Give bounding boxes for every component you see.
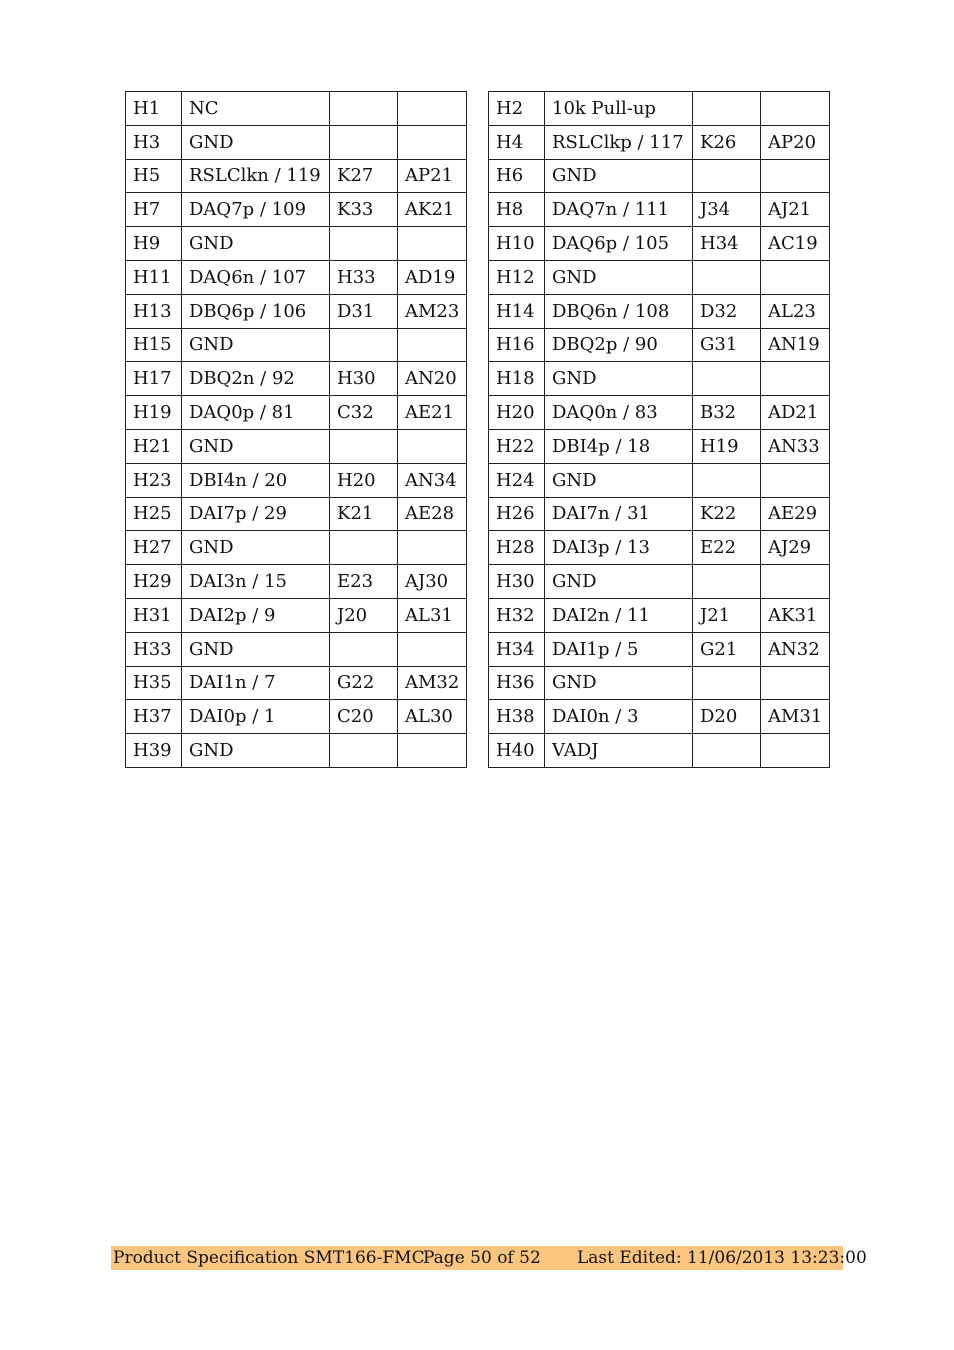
table-row (126, 632, 467, 666)
table-row (126, 362, 467, 396)
signal-name-cell: GND (545, 463, 693, 497)
ball-b-cell (398, 227, 467, 261)
ball-a-cell: J21 (693, 598, 761, 632)
signal-name-cell: DBI4p / 18 (545, 429, 693, 463)
table-row (489, 159, 830, 193)
pinout-table-even (488, 91, 830, 768)
pin-id-cell: H34 (489, 632, 545, 666)
table-row (489, 92, 830, 126)
pin-id-cell: H15 (126, 328, 182, 362)
ball-a-cell (693, 463, 761, 497)
pin-id-cell: H26 (489, 497, 545, 531)
table-row (489, 294, 830, 328)
pin-id-cell: H21 (126, 429, 182, 463)
ball-a-cell: K21 (330, 497, 398, 531)
pinout-table-even-body (489, 92, 830, 768)
table-row (489, 463, 830, 497)
ball-a-cell: K22 (693, 497, 761, 531)
ball-a-cell: J34 (693, 193, 761, 227)
ball-a-cell (693, 362, 761, 396)
ball-b-cell (398, 734, 467, 768)
signal-name-cell: DAI2p / 9 (182, 598, 330, 632)
ball-b-cell: AC19 (761, 227, 830, 261)
ball-b-cell: AM23 (398, 294, 467, 328)
ball-b-cell (398, 125, 467, 159)
pin-id-cell: H29 (126, 565, 182, 599)
signal-name-cell: GND (182, 632, 330, 666)
pin-id-cell: H13 (126, 294, 182, 328)
pin-id-cell: H25 (126, 497, 182, 531)
ball-b-cell (398, 632, 467, 666)
table-row (489, 193, 830, 227)
table-row (489, 125, 830, 159)
table-row (126, 666, 467, 700)
signal-name-cell: DAI1n / 7 (182, 666, 330, 700)
table-row (126, 565, 467, 599)
ball-a-cell: E23 (330, 565, 398, 599)
ball-b-cell (761, 565, 830, 599)
ball-b-cell: AE28 (398, 497, 467, 531)
table-row (126, 92, 467, 126)
table-row (126, 429, 467, 463)
signal-name-cell: GND (545, 666, 693, 700)
ball-b-cell: AM31 (761, 700, 830, 734)
table-row (126, 396, 467, 430)
pin-id-cell: H37 (126, 700, 182, 734)
ball-a-cell: B32 (693, 396, 761, 430)
ball-a-cell: D20 (693, 700, 761, 734)
signal-name-cell: NC (182, 92, 330, 126)
pin-id-cell: H9 (126, 227, 182, 261)
ball-a-cell: H33 (330, 260, 398, 294)
table-row (489, 362, 830, 396)
signal-name-cell: GND (182, 734, 330, 768)
footer-last-edited: Last Edited: 11/06/2013 13:23:00 (577, 1248, 867, 1268)
table-row (126, 700, 467, 734)
signal-name-cell: DAQ7p / 109 (182, 193, 330, 227)
table-row (126, 125, 467, 159)
pin-id-cell: H8 (489, 193, 545, 227)
ball-a-cell (330, 227, 398, 261)
footer-product-spec: Product Specification SMT166-FMC (113, 1248, 425, 1268)
ball-a-cell: H20 (330, 463, 398, 497)
signal-name-cell: DAQ0p / 81 (182, 396, 330, 430)
ball-b-cell: AL30 (398, 700, 467, 734)
pin-id-cell: H23 (126, 463, 182, 497)
pin-id-cell: H20 (489, 396, 545, 430)
ball-a-cell (330, 734, 398, 768)
signal-name-cell: GND (545, 362, 693, 396)
ball-b-cell (761, 159, 830, 193)
ball-b-cell: AM32 (398, 666, 467, 700)
ball-b-cell (398, 92, 467, 126)
table-row (489, 565, 830, 599)
ball-b-cell (761, 92, 830, 126)
pin-id-cell: H16 (489, 328, 545, 362)
ball-b-cell: AP20 (761, 125, 830, 159)
signal-name-cell: GND (182, 328, 330, 362)
signal-name-cell: DBQ6p / 106 (182, 294, 330, 328)
ball-b-cell: AN20 (398, 362, 467, 396)
ball-a-cell: H34 (693, 227, 761, 261)
pin-id-cell: H10 (489, 227, 545, 261)
footer-page-number: Page 50 of 52 (423, 1248, 541, 1268)
ball-a-cell: G22 (330, 666, 398, 700)
pin-id-cell: H39 (126, 734, 182, 768)
table-row (126, 531, 467, 565)
signal-name-cell: GND (182, 531, 330, 565)
ball-b-cell: AE21 (398, 396, 467, 430)
ball-a-cell (330, 125, 398, 159)
ball-a-cell: K27 (330, 159, 398, 193)
ball-b-cell: AN34 (398, 463, 467, 497)
ball-b-cell: AL31 (398, 598, 467, 632)
signal-name-cell: DAI1p / 5 (545, 632, 693, 666)
ball-b-cell (761, 260, 830, 294)
table-row (489, 734, 830, 768)
ball-a-cell (330, 92, 398, 126)
table-row (126, 328, 467, 362)
pin-id-cell: H3 (126, 125, 182, 159)
ball-a-cell (693, 666, 761, 700)
ball-a-cell (330, 531, 398, 565)
signal-name-cell: DAI0p / 1 (182, 700, 330, 734)
signal-name-cell: DAI7p / 29 (182, 497, 330, 531)
table-row (126, 260, 467, 294)
table-row (489, 497, 830, 531)
table-row (126, 294, 467, 328)
pin-id-cell: H12 (489, 260, 545, 294)
signal-name-cell: DAQ7n / 111 (545, 193, 693, 227)
ball-a-cell (693, 260, 761, 294)
pin-id-cell: H7 (126, 193, 182, 227)
table-row (126, 463, 467, 497)
ball-b-cell: AK21 (398, 193, 467, 227)
pin-id-cell: H4 (489, 125, 545, 159)
table-row (489, 666, 830, 700)
signal-name-cell: RSLClkn / 119 (182, 159, 330, 193)
ball-b-cell (398, 531, 467, 565)
signal-name-cell: DAI3p / 13 (545, 531, 693, 565)
ball-a-cell (693, 734, 761, 768)
ball-b-cell (398, 328, 467, 362)
ball-b-cell (761, 463, 830, 497)
ball-b-cell: AJ21 (761, 193, 830, 227)
pinout-table-odd (125, 91, 467, 768)
pin-id-cell: H35 (126, 666, 182, 700)
ball-a-cell (330, 328, 398, 362)
signal-name-cell: GND (182, 125, 330, 159)
ball-a-cell (693, 565, 761, 599)
ball-a-cell: D31 (330, 294, 398, 328)
ball-b-cell: AD19 (398, 260, 467, 294)
ball-a-cell: H19 (693, 429, 761, 463)
pin-id-cell: H6 (489, 159, 545, 193)
pin-id-cell: H5 (126, 159, 182, 193)
signal-name-cell: RSLClkp / 117 (545, 125, 693, 159)
table-row (126, 497, 467, 531)
pin-id-cell: H30 (489, 565, 545, 599)
table-row (489, 429, 830, 463)
signal-name-cell: DAI0n / 3 (545, 700, 693, 734)
pin-id-cell: H33 (126, 632, 182, 666)
ball-a-cell: G31 (693, 328, 761, 362)
pin-id-cell: H32 (489, 598, 545, 632)
pin-id-cell: H38 (489, 700, 545, 734)
ball-b-cell: AN19 (761, 328, 830, 362)
ball-b-cell: AE29 (761, 497, 830, 531)
ball-a-cell (693, 159, 761, 193)
ball-a-cell: C32 (330, 396, 398, 430)
ball-a-cell (330, 429, 398, 463)
table-row (126, 193, 467, 227)
table-row (489, 328, 830, 362)
pin-id-cell: H14 (489, 294, 545, 328)
pin-id-cell: H31 (126, 598, 182, 632)
ball-b-cell (398, 429, 467, 463)
pin-id-cell: H36 (489, 666, 545, 700)
signal-name-cell: DBQ2p / 90 (545, 328, 693, 362)
ball-b-cell (761, 666, 830, 700)
signal-name-cell: DAQ6n / 107 (182, 260, 330, 294)
ball-b-cell: AK31 (761, 598, 830, 632)
signal-name-cell: GND (182, 429, 330, 463)
signal-name-cell: DAQ0n / 83 (545, 396, 693, 430)
table-row (126, 159, 467, 193)
ball-b-cell: AJ29 (761, 531, 830, 565)
signal-name-cell: VADJ (545, 734, 693, 768)
ball-a-cell: H30 (330, 362, 398, 396)
ball-a-cell (330, 632, 398, 666)
ball-b-cell: AJ30 (398, 565, 467, 599)
ball-a-cell: K33 (330, 193, 398, 227)
signal-name-cell: 10k Pull-up (545, 92, 693, 126)
ball-b-cell (761, 734, 830, 768)
ball-a-cell: D32 (693, 294, 761, 328)
pin-id-cell: H2 (489, 92, 545, 126)
table-row (489, 396, 830, 430)
signal-name-cell: GND (545, 159, 693, 193)
table-row (489, 700, 830, 734)
ball-b-cell (761, 362, 830, 396)
table-row (126, 227, 467, 261)
signal-name-cell: DAI7n / 31 (545, 497, 693, 531)
ball-a-cell: C20 (330, 700, 398, 734)
signal-name-cell: DAI2n / 11 (545, 598, 693, 632)
ball-b-cell: AD21 (761, 396, 830, 430)
table-row (489, 632, 830, 666)
ball-b-cell: AL23 (761, 294, 830, 328)
ball-b-cell: AN33 (761, 429, 830, 463)
table-row (489, 598, 830, 632)
table-row (489, 260, 830, 294)
pin-id-cell: H27 (126, 531, 182, 565)
table-row (126, 734, 467, 768)
pin-id-cell: H24 (489, 463, 545, 497)
pin-id-cell: H22 (489, 429, 545, 463)
table-row (126, 598, 467, 632)
signal-name-cell: GND (545, 260, 693, 294)
ball-a-cell (693, 92, 761, 126)
page-footer (111, 1246, 867, 1270)
ball-a-cell: G21 (693, 632, 761, 666)
signal-name-cell: DAQ6p / 105 (545, 227, 693, 261)
ball-b-cell: AP21 (398, 159, 467, 193)
signal-name-cell: DAI3n / 15 (182, 565, 330, 599)
ball-a-cell: J20 (330, 598, 398, 632)
ball-b-cell: AN32 (761, 632, 830, 666)
table-row (489, 531, 830, 565)
table-row (489, 227, 830, 261)
signal-name-cell: GND (182, 227, 330, 261)
signal-name-cell: GND (545, 565, 693, 599)
pin-id-cell: H1 (126, 92, 182, 126)
signal-name-cell: DBQ2n / 92 (182, 362, 330, 396)
pin-id-cell: H28 (489, 531, 545, 565)
signal-name-cell: DBQ6n / 108 (545, 294, 693, 328)
ball-a-cell: E22 (693, 531, 761, 565)
pin-id-cell: H11 (126, 260, 182, 294)
signal-name-cell: DBI4n / 20 (182, 463, 330, 497)
pin-id-cell: H18 (489, 362, 545, 396)
pinout-table-odd-body (126, 92, 467, 768)
pin-id-cell: H40 (489, 734, 545, 768)
ball-a-cell: K26 (693, 125, 761, 159)
pin-id-cell: H17 (126, 362, 182, 396)
pin-id-cell: H19 (126, 396, 182, 430)
